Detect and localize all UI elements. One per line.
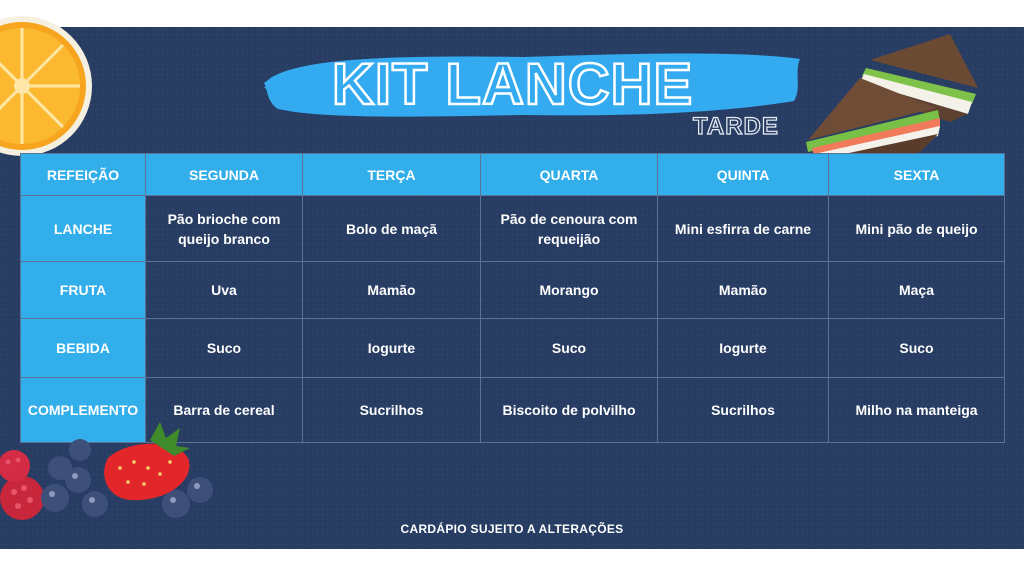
column-header-monday: SEGUNDA <box>146 154 303 196</box>
column-header-wednesday: QUARTA <box>481 154 658 196</box>
row-header-fruit: FRUTA <box>21 262 146 319</box>
table-cell: Biscoito de polvilho <box>481 378 658 443</box>
table-cell: Suco <box>146 319 303 378</box>
table-cell: Sucrilhos <box>658 378 829 443</box>
row-header-snack: LANCHE <box>21 196 146 262</box>
table-row <box>21 262 1005 319</box>
disclaimer-note: CARDÁPIO SUJEITO A ALTERAÇÕES <box>400 522 624 536</box>
orange-slice-image <box>0 8 100 168</box>
table-cell: Iogurte <box>303 319 481 378</box>
table-cell: Suco <box>481 319 658 378</box>
table-cell: Mamão <box>658 262 829 319</box>
page-title: KIT LANCHE <box>332 52 694 117</box>
table-header-row <box>21 154 1005 196</box>
row-header-complement: COMPLEMENTO <box>21 378 146 443</box>
table-cell: Suco <box>829 319 1005 378</box>
column-header-tuesday: TERÇA <box>303 154 481 196</box>
table-row <box>21 319 1005 378</box>
table-cell: Uva <box>146 262 303 319</box>
table-cell: Pão brioche com queijo branco <box>146 196 303 262</box>
row-header-drink: BEBIDA <box>21 319 146 378</box>
table-row <box>21 196 1005 262</box>
table-cell: Maça <box>829 262 1005 319</box>
table-cell: Mini pão de queijo <box>829 196 1005 262</box>
page-subtitle: TARDE <box>693 113 779 140</box>
sandwich-image <box>800 30 990 170</box>
table-cell: Iogurte <box>658 319 829 378</box>
table-cell: Sucrilhos <box>303 378 481 443</box>
column-header-friday: SEXTA <box>829 154 1005 196</box>
table-cell: Pão de cenoura com requeijão <box>481 196 658 262</box>
column-header-thursday: QUINTA <box>658 154 829 196</box>
table-cell: Morango <box>481 262 658 319</box>
table-cell: Barra de cereal <box>146 378 303 443</box>
table-cell: Milho na manteiga <box>829 378 1005 443</box>
table-cell: Bolo de maçã <box>303 196 481 262</box>
berries-image <box>0 418 225 528</box>
column-header-meal: REFEIÇÃO <box>21 154 146 196</box>
table-cell: Mini esfirra de carne <box>658 196 829 262</box>
menu-table <box>20 153 1005 443</box>
table-cell: Mamão <box>303 262 481 319</box>
